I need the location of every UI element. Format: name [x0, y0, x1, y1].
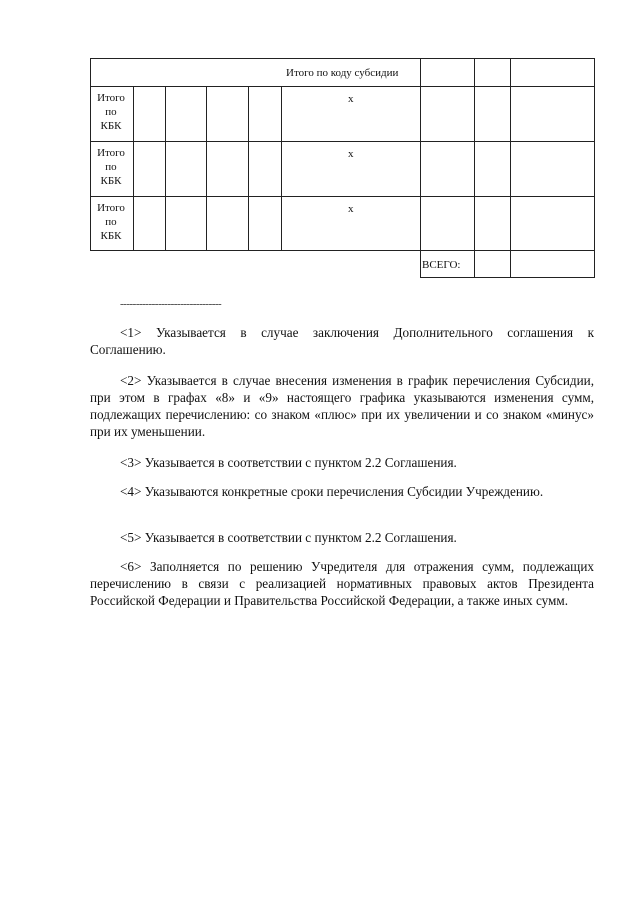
grand-total-label: ВСЕГО:: [422, 259, 461, 271]
subsidy-total-label: Итого по коду субсидии: [286, 67, 399, 79]
subsidy-schedule-table: [90, 58, 595, 278]
footnote-1: <1> Указывается в случае заключения Дополнительного соглашения к Соглашению.: [90, 325, 594, 357]
table-rule: [594, 58, 595, 278]
footnote-3: <3> Указывается в соответствии с пунктом 2.2 Соглашения.: [120, 455, 457, 470]
table-rule: [420, 58, 421, 278]
table-rule: [420, 277, 595, 278]
table-rule: [510, 58, 511, 278]
table-rule: [165, 86, 166, 251]
footnote-2: <2> Указывается в случае внесения изменения в график перечисления Субсидии, при этом в графах «8» и «9» настоящего графика указываются изменения сумм, подлежащих перечислению: со знаком «плюс» при их увеличении и со знаком «минус» при их уменьшении.: [90, 373, 594, 439]
footnote-5: <5> Указывается в соответствии с пунктом 2.2 Соглашения.: [120, 530, 457, 545]
table-rule: [90, 58, 595, 59]
table-rule: [474, 58, 475, 278]
table-rule: [248, 86, 249, 251]
kbk-total-label: Итого по КБК: [97, 92, 125, 132]
table-rule: [133, 86, 134, 251]
kbk-total-label: Итого по КБК: [97, 202, 125, 242]
kbk-total-label: Итого по КБК: [97, 147, 125, 187]
footnote-separator: --------------------------------: [120, 298, 222, 310]
footnote-4: <4> Указываются конкретные сроки перечисления Субсидии Учреждению.: [120, 484, 544, 499]
table-rule: [206, 86, 207, 251]
cross-mark: x: [348, 148, 354, 160]
cross-mark: x: [348, 203, 354, 215]
footnote-6: <6> Заполняется по решению Учредителя для отражения сумм, подлежащих перечислению в связи с реализацией нормативных правовых актов Президента Российской Федерации и Правительства Российской Федерации, а также иных сумм.: [90, 559, 594, 608]
table-rule: [281, 86, 282, 251]
cross-mark: x: [348, 93, 354, 105]
